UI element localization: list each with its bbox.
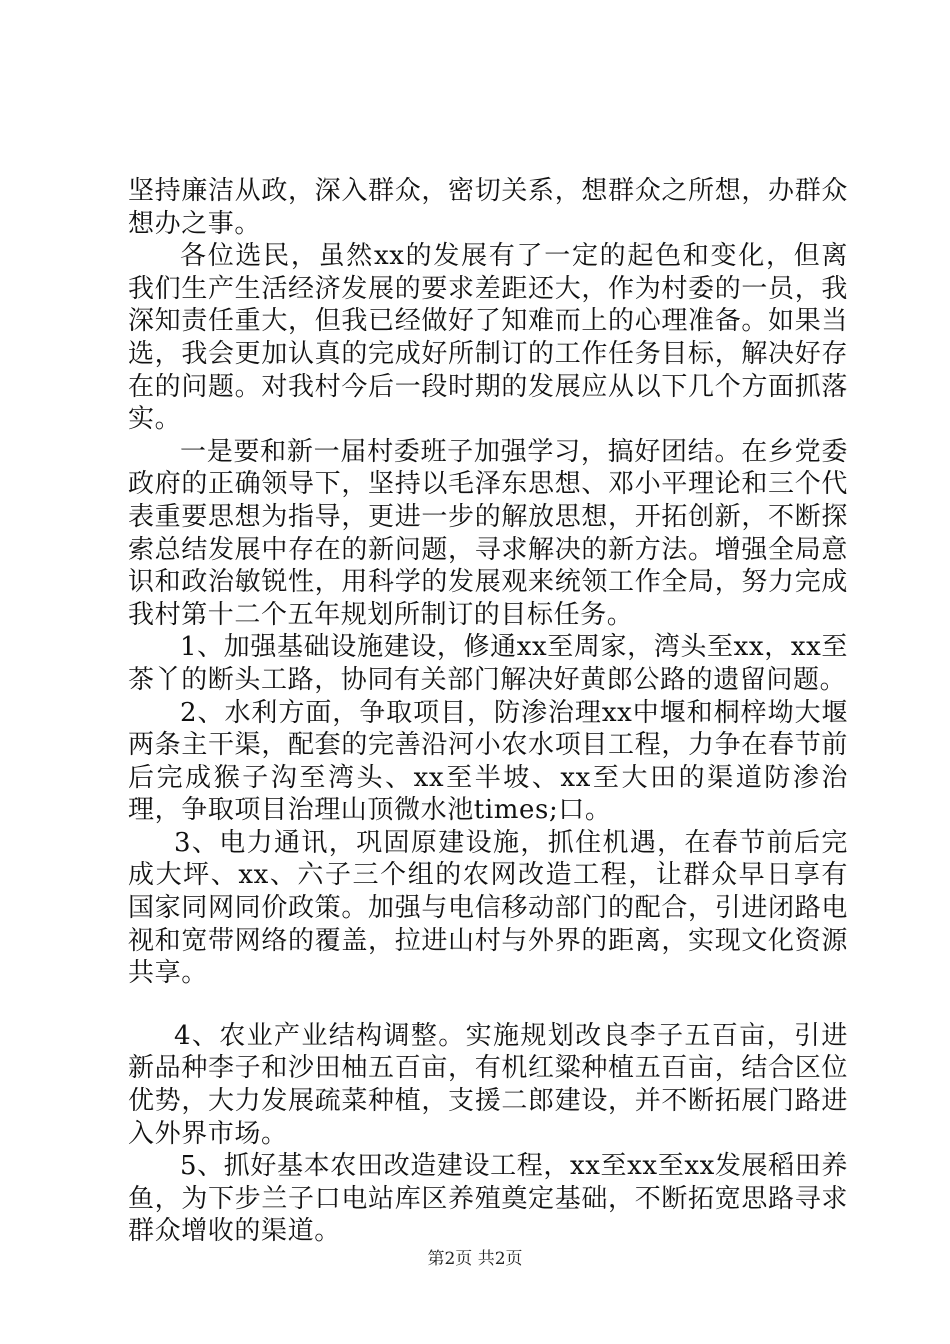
paragraph-item-1: 1、加强基础设施建设，修通xx至周家，湾头至xx，xx至茶丫的断头工路，协同有关部门解决好黄郎公路的遗留问题。 — [128, 632, 848, 695]
paragraph-item-5: 5、抓好基本农田改造建设工程，xx至xx至xx发展稻田养鱼，为下步兰子口电站库区养殖奠定基础，不断拓宽思路寻求群众增收的渠道。 — [128, 1151, 848, 1247]
paragraph-item-3: 3、电力通讯，巩固原建设施，抓住机遇，在春节前后完成大坪、xx、六子三个组的农网改造工程，让群众早日享有国家同网同价政策。加强与电信移动部门的配合，引进闭路电视和宽带网络的覆盖，拉进山村与外界的距离，实现文化资源共享。 — [128, 827, 848, 989]
document-body — [128, 175, 848, 1248]
page-number-footer: 第2页 共2页 — [427, 1249, 523, 1269]
paragraph-item-4: 4、农业产业结构调整。实施规划改良李子五百亩，引进新品种李子和沙田柚五百亩，有机红粱种植五百亩，结合区位优势，大力发展疏菜种植，支援二郎建设，并不断拓展门路进入外界市场。 — [128, 1020, 848, 1149]
paragraph-voters: 各位选民，虽然xx的发展有了一定的起色和变化，但离我们生产生活经济发展的要求差距还大，作为村委的一员，我深知责任重大，但我已经做好了知难而上的心理准备。如果当选，我会更加认真的完成好所制订的工作任务目标，解决好存在的问题。对我村今后一段时期的发展应从以下几个方面抓落实。 — [128, 241, 848, 435]
paragraph-continuation: 坚持廉洁从政，深入群众，密切关系，想群众之所想，办群众想办之事。 — [128, 176, 848, 239]
paragraph-point-one: 一是要和新一届村委班子加强学习，搞好团结。在乡党委政府的正确领导下，坚持以毛泽东思想、邓小平理论和三个代表重要思想为指导，更进一步的解放思想，开拓创新，不断探索总结发展中存在的新问题，寻求解决的新方法。增强全局意识和政治敏锐性，用科学的发展观来统领工作全局，努力完成我村第十二个五年规划所制订的目标任务。 — [128, 436, 848, 630]
paragraph-item-2: 2、水利方面，争取项目，防渗治理xx中堰和桐梓坳大堰两条主干渠，配套的完善沿河小农水项目工程，力争在春节前后完成猴子沟至湾头、xx至半坡、xx至大田的渠道防渗治理，争取项目治理山顶微水池times;口。 — [128, 697, 848, 826]
